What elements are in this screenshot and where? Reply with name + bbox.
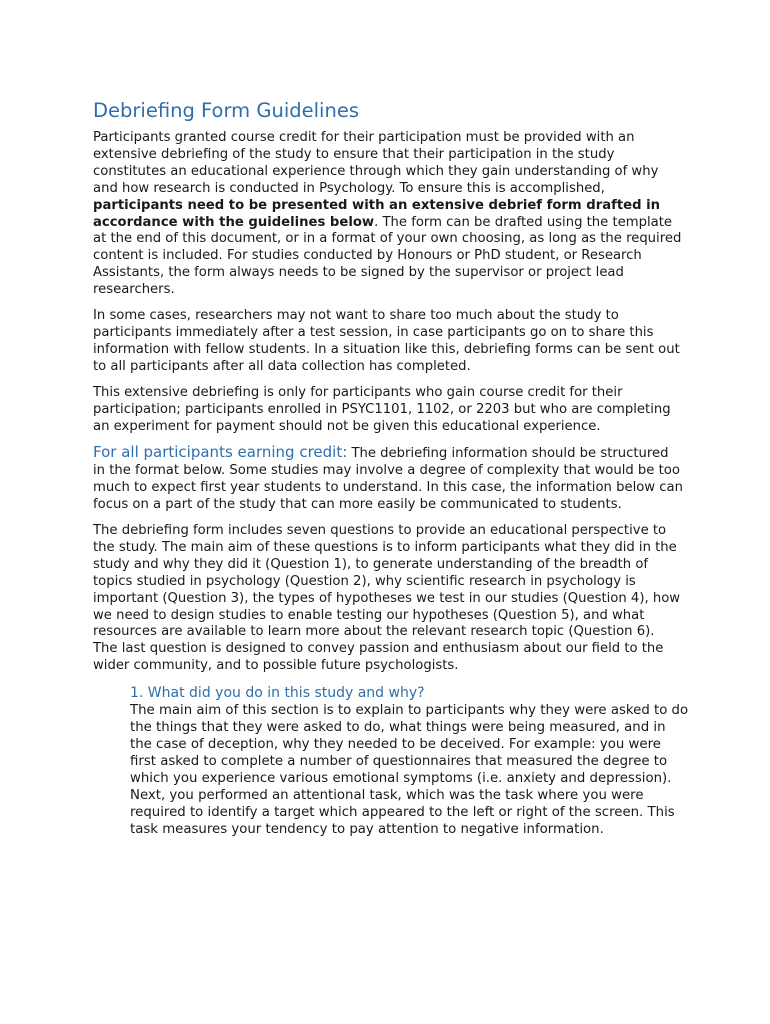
credit-inline-heading: For all participants earning credit: [93,443,348,462]
document-page [93,98,689,847]
question-1-text: The main aim of this section is to explain to participants why they were asked to do the things that they were asked to do, what things were being measured, and in the case of deception, why they needed to be deceived. For example: you were first asked to complete a number of questionnaires that measured the degree to which you experience various emotional symptoms (i.e. anxiety and depression). Next, you performed an attentional task, which was the task where you were required to identify a target which appeared to the left or right of the screen. This task measures your tendency to pay attention to negative information. [130,703,689,837]
intro-text-end: . The form can be drafted using the template at the end of this document, or in a format of your own choosing, as long as the required content is included. For studies conducted by Honours or PhD student, or Research Assistants, the form always needs to be signed by the supervisor or project lead researchers. [93,214,682,298]
intro-text-start: Participants granted course credit for their participation must be provided with an extensive debriefing of the study to ensure that their participation in the study constitutes an educational experience through which they gain understanding of why and how research is conducted in Psychology. To ensure this is accomplished, [93,130,659,196]
question-1-heading: 1. What did you do in this study and why? [130,685,425,702]
credit-paragraph [93,444,683,514]
credit-text: The debriefing information should be structured in the format below. Some studies may involve a degree of complexity that would be too much to expect first year students to understand. In this case, the information below can focus on a part of the study that can more easily be communicated to students. [93,446,683,513]
question-1-section [130,684,690,838]
document-title: Debriefing Form Guidelines [93,99,359,122]
timing-paragraph: In some cases, researchers may not want to share too much about the study to participants immediately after a test session, in case participants go on to share this information with fellow students. In a situation like this, debriefing forms can be sent out to all participants after all data collection has completed. [93,308,680,374]
intro-paragraph [93,130,683,299]
eligibility-paragraph: This extensive debriefing is only for participants who gain course credit for their participation; participants enrolled in PSYC1101, 1102, or 2203 but who are completing an experiment for payment should not be given this educational experience. [93,384,671,434]
questions-overview-paragraph: The debriefing form includes seven questions to provide an educational perspective to the study. The main aim of these questions is to inform participants what they did in the study and why they did it (Question 1), to generate understanding of the breadth of topics studied in psychology (Question 2), why scientific research in psychology is important (Question 3), the types of hypotheses we test in our studies (Question 4), how we need to design studies to enable testing our hypotheses (Question 5), and what resources are available to learn more about the relevant research topic (Question 6). The last question is designed to convey passion and enthusiasm about our field to the wider community, and to possible future psychologists. [93,523,681,674]
intro-bold-requirement: participants need to be presented with an extensive debrief form drafted in accordance with the guidelines below [93,197,661,230]
